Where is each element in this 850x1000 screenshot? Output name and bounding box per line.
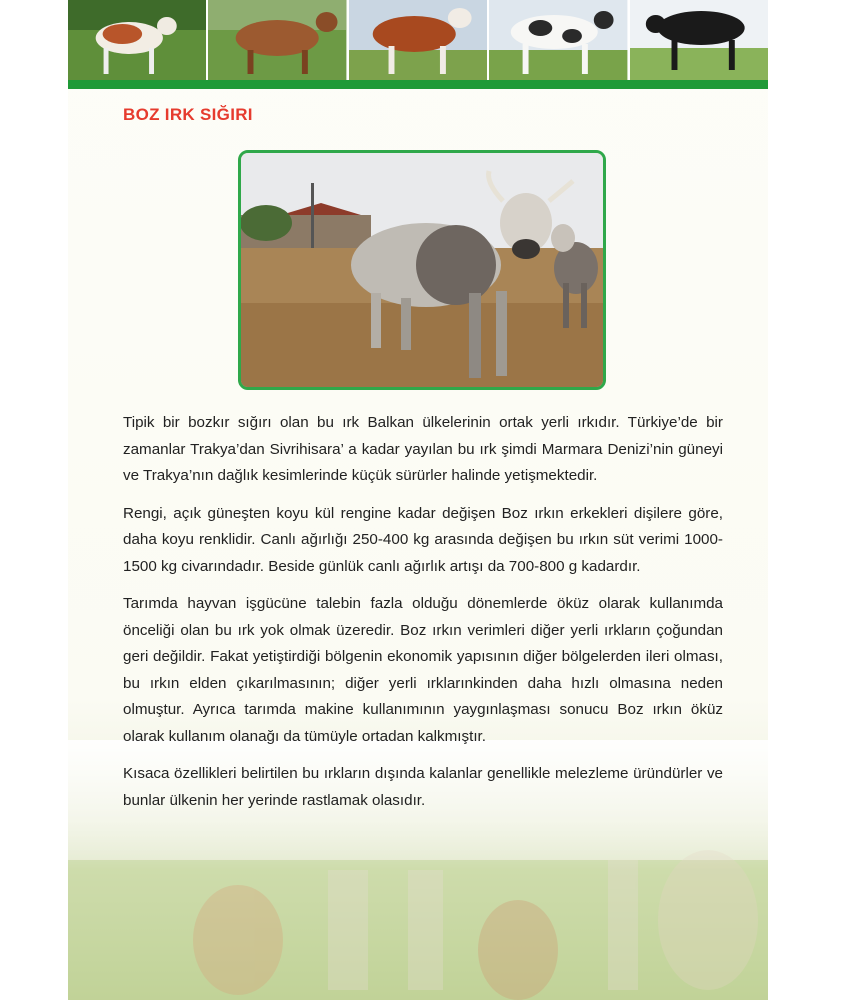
page-title: BOZ IRK SIĞIRI bbox=[123, 105, 253, 124]
paragraph: Tipik bir bozkır sığırı olan bu ırk Balkan ülkelerinin ortak yerli ırkıdır. Türkiye’de bir zamanlar Trakya’dan Sivrihisara’ a kadar yayılan bu ırk şimdi Marmara Denizi’nin güneyi ve Trakya’nın dağlık kesimlerinde küçük sürürler halinde yetişmektedir. bbox=[123, 414, 723, 484]
page bbox=[68, 0, 768, 1000]
boz-cattle-photo bbox=[238, 150, 606, 390]
holstein-cow-photo bbox=[489, 0, 627, 80]
red-white-cow-photo bbox=[68, 0, 206, 80]
green-header-stripe bbox=[68, 80, 768, 89]
article-body bbox=[123, 410, 723, 825]
paragraph: Kısaca özellikleri belirtilen bu ırkların dışında kalanlar genellikle melezleme üründürler ve bunlar ülkenin her yerinde rastlamak olasıdır. bbox=[123, 765, 723, 809]
paragraph: Tarımda hayvan işgücüne talebin fazla olduğu dönemlerde öküz olarak kullanımda önceliği olan bu ırk yok olmak üzeredir. Boz ırkın verimleri diğer yerli ırkların çoğundan geri değildir. Fakat yetiştirdiği bölgenin ekonomik yapısının diğer bölgelerden ileri olması, bu ırkın elden çıkarılmasının; diğer yerli ırklarınkinden daha hızlı olmasına neden olmuştur. Ayrıca tarımda makine kullanımının yaygınlaşması sonucu Boz ırkın öküz olarak kullanım olanağı da tümüyle ortadan kalkmıştır. bbox=[123, 595, 723, 745]
brown-bull-photo bbox=[208, 0, 346, 80]
black-cow-photo bbox=[630, 0, 768, 80]
header-banner bbox=[68, 0, 768, 80]
paragraph: Rengi, açık güneşten koyu kül rengine kadar değişen Boz ırkın erkekleri dişilere göre, daha koyu renklidir. Canlı ağırlığı 250-400 kg arasında değişen bu ırkın süt verimi 1000-1500 kg civarındadır. Beside günlük canlı ağırlık artışı da 700-800 g kadardır. bbox=[123, 504, 723, 575]
red-white-bull-photo bbox=[349, 0, 487, 80]
